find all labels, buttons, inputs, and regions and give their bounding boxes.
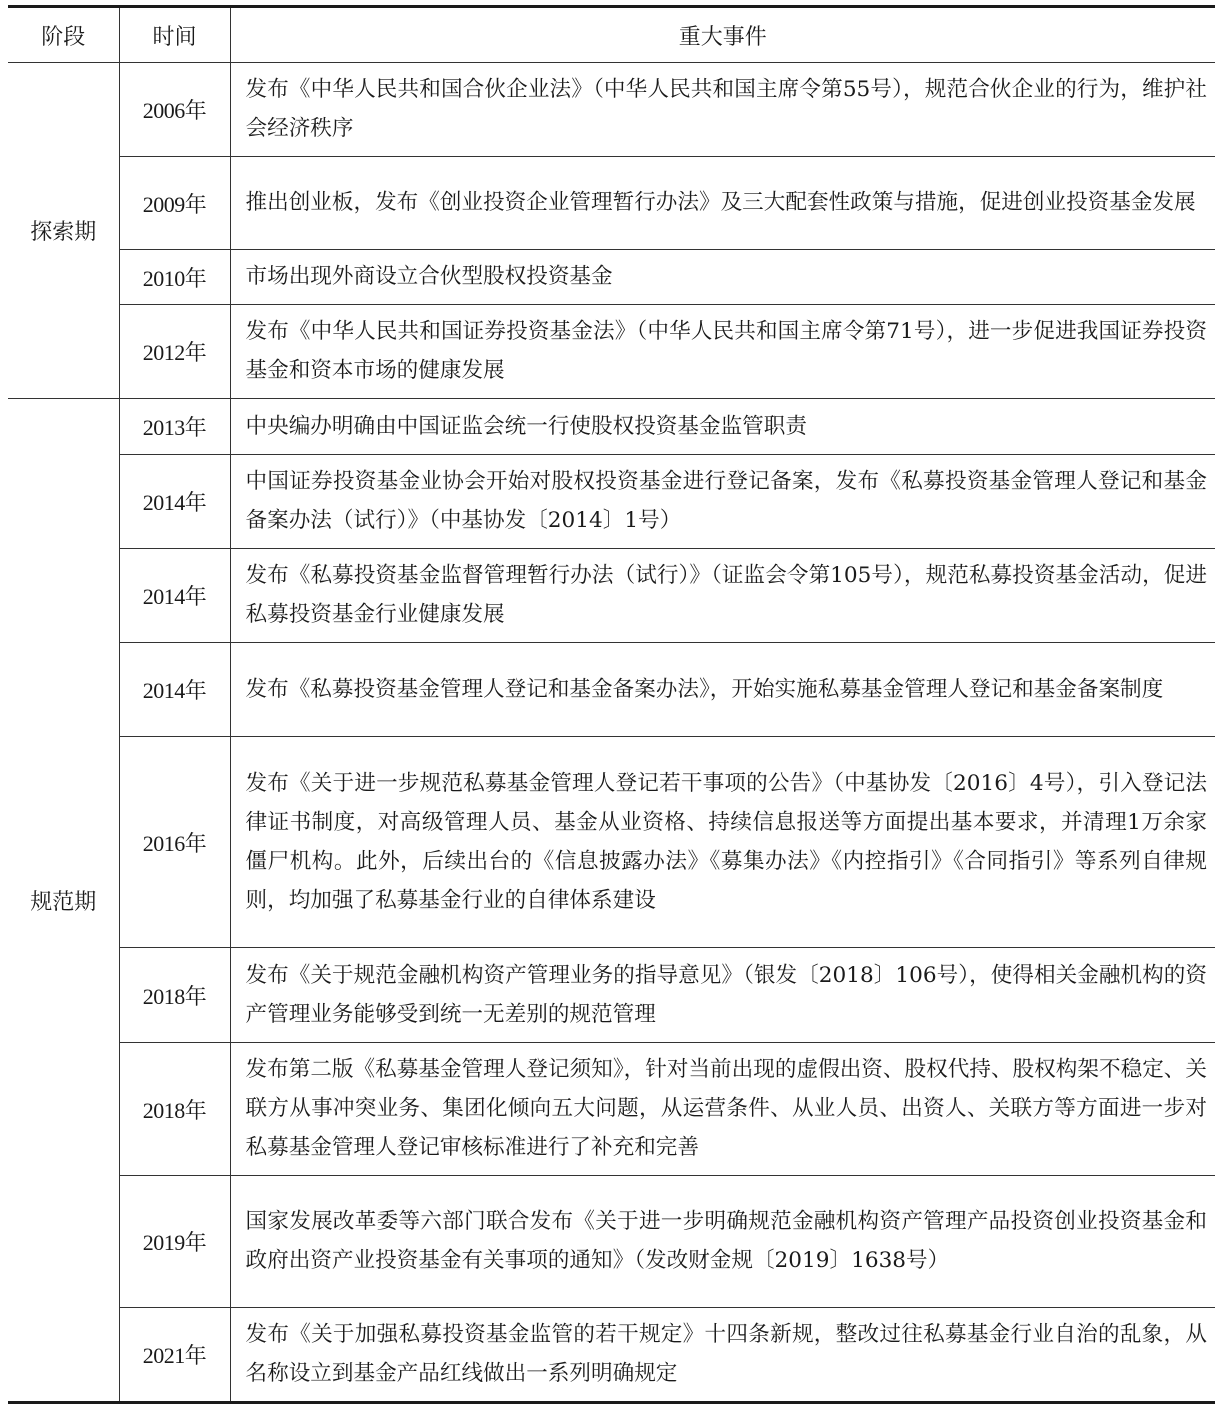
event-cell: 推出创业板，发布《创业投资企业管理暂行办法》及三大配套性政策与措施，促进创业投资基金发展 — [230, 157, 1215, 250]
stage-cell: 探索期 — [8, 63, 119, 399]
event-cell: 发布《私募投资基金监督管理暂行办法（试行）》（证监会令第105号），规范私募投资基金活动，促进私募投资基金行业健康发展 — [230, 549, 1215, 643]
event-cell: 发布第二版《私募基金管理人登记须知》，针对当前出现的虚假出资、股权代持、股权构架不稳定、关联方从事冲突业务、集团化倾向五大问题，从运营条件、从业人员、出资人、关联方等方面进一步对私募基金管理人登记审核标准进行了补充和完善 — [230, 1043, 1215, 1176]
table-row — [8, 157, 1215, 250]
year-cell: 2014年 — [119, 643, 230, 737]
table-row — [8, 643, 1215, 737]
year-cell: 2019年 — [119, 1176, 230, 1308]
table-row — [8, 455, 1215, 549]
event-cell: 中央编办明确由中国证监会统一行使股权投资基金监管职责 — [230, 399, 1215, 455]
header-row — [8, 7, 1215, 63]
event-cell: 发布《私募投资基金管理人登记和基金备案办法》，开始实施私募基金管理人登记和基金备案制度 — [230, 643, 1215, 737]
table-row — [8, 1043, 1215, 1176]
table-row — [8, 1308, 1215, 1403]
table-body — [8, 63, 1215, 1403]
year-cell: 2014年 — [119, 455, 230, 549]
table-row — [8, 1176, 1215, 1308]
year-cell: 2009年 — [119, 157, 230, 250]
header-stage: 阶段 — [8, 7, 119, 63]
event-cell: 发布《中华人民共和国证券投资基金法》（中华人民共和国主席令第71号），进一步促进我国证券投资基金和资本市场的健康发展 — [230, 305, 1215, 399]
event-cell: 发布《关于进一步规范私募基金管理人登记若干事项的公告》（中基协发〔2016〕4号），引入登记法律证书制度，对高级管理人员、基金从业资格、持续信息报送等方面提出基本要求，并清理1万余家僵尸机构。此外，后续出台的《信息披露办法》《募集办法》《内控指引》《合同指引》等系列自律规则，均加强了私募基金行业的自律体系建设 — [230, 737, 1215, 948]
year-cell: 2013年 — [119, 399, 230, 455]
stage-cell: 规范期 — [8, 399, 119, 1403]
header-major-events: 重大事件 — [230, 7, 1215, 63]
table-row — [8, 737, 1215, 948]
header-time: 时间 — [119, 7, 230, 63]
year-cell: 2018年 — [119, 948, 230, 1043]
table-row — [8, 549, 1215, 643]
table-row — [8, 250, 1215, 305]
year-cell: 2006年 — [119, 63, 230, 157]
event-cell: 中国证券投资基金业协会开始对股权投资基金进行登记备案，发布《私募投资基金管理人登记和基金备案办法（试行）》（中基协发〔2014〕1号） — [230, 455, 1215, 549]
table-row — [8, 305, 1215, 399]
year-cell: 2014年 — [119, 549, 230, 643]
event-cell: 发布《关于加强私募投资基金监管的若干规定》十四条新规，整改过往私募基金行业自治的乱象，从名称设立到基金产品红线做出一系列明确规定 — [230, 1308, 1215, 1403]
table-row — [8, 399, 1215, 455]
event-cell: 发布《中华人民共和国合伙企业法》（中华人民共和国主席令第55号），规范合伙企业的行为，维护社会经济秩序 — [230, 63, 1215, 157]
event-cell: 市场出现外商设立合伙型股权投资基金 — [230, 250, 1215, 305]
year-cell: 2010年 — [119, 250, 230, 305]
event-cell: 国家发展改革委等六部门联合发布《关于进一步明确规范金融机构资产管理产品投资创业投资基金和政府出资产业投资基金有关事项的通知》（发改财金规〔2019〕1638号） — [230, 1176, 1215, 1308]
year-cell: 2012年 — [119, 305, 230, 399]
table-row — [8, 63, 1215, 157]
year-cell: 2021年 — [119, 1308, 230, 1403]
regulation-timeline-table — [8, 5, 1215, 1404]
event-cell: 发布《关于规范金融机构资产管理业务的指导意见》（银发〔2018〕106号），使得相关金融机构的资产管理业务能够受到统一无差别的规范管理 — [230, 948, 1215, 1043]
year-cell: 2016年 — [119, 737, 230, 948]
year-cell: 2018年 — [119, 1043, 230, 1176]
table-row — [8, 948, 1215, 1043]
